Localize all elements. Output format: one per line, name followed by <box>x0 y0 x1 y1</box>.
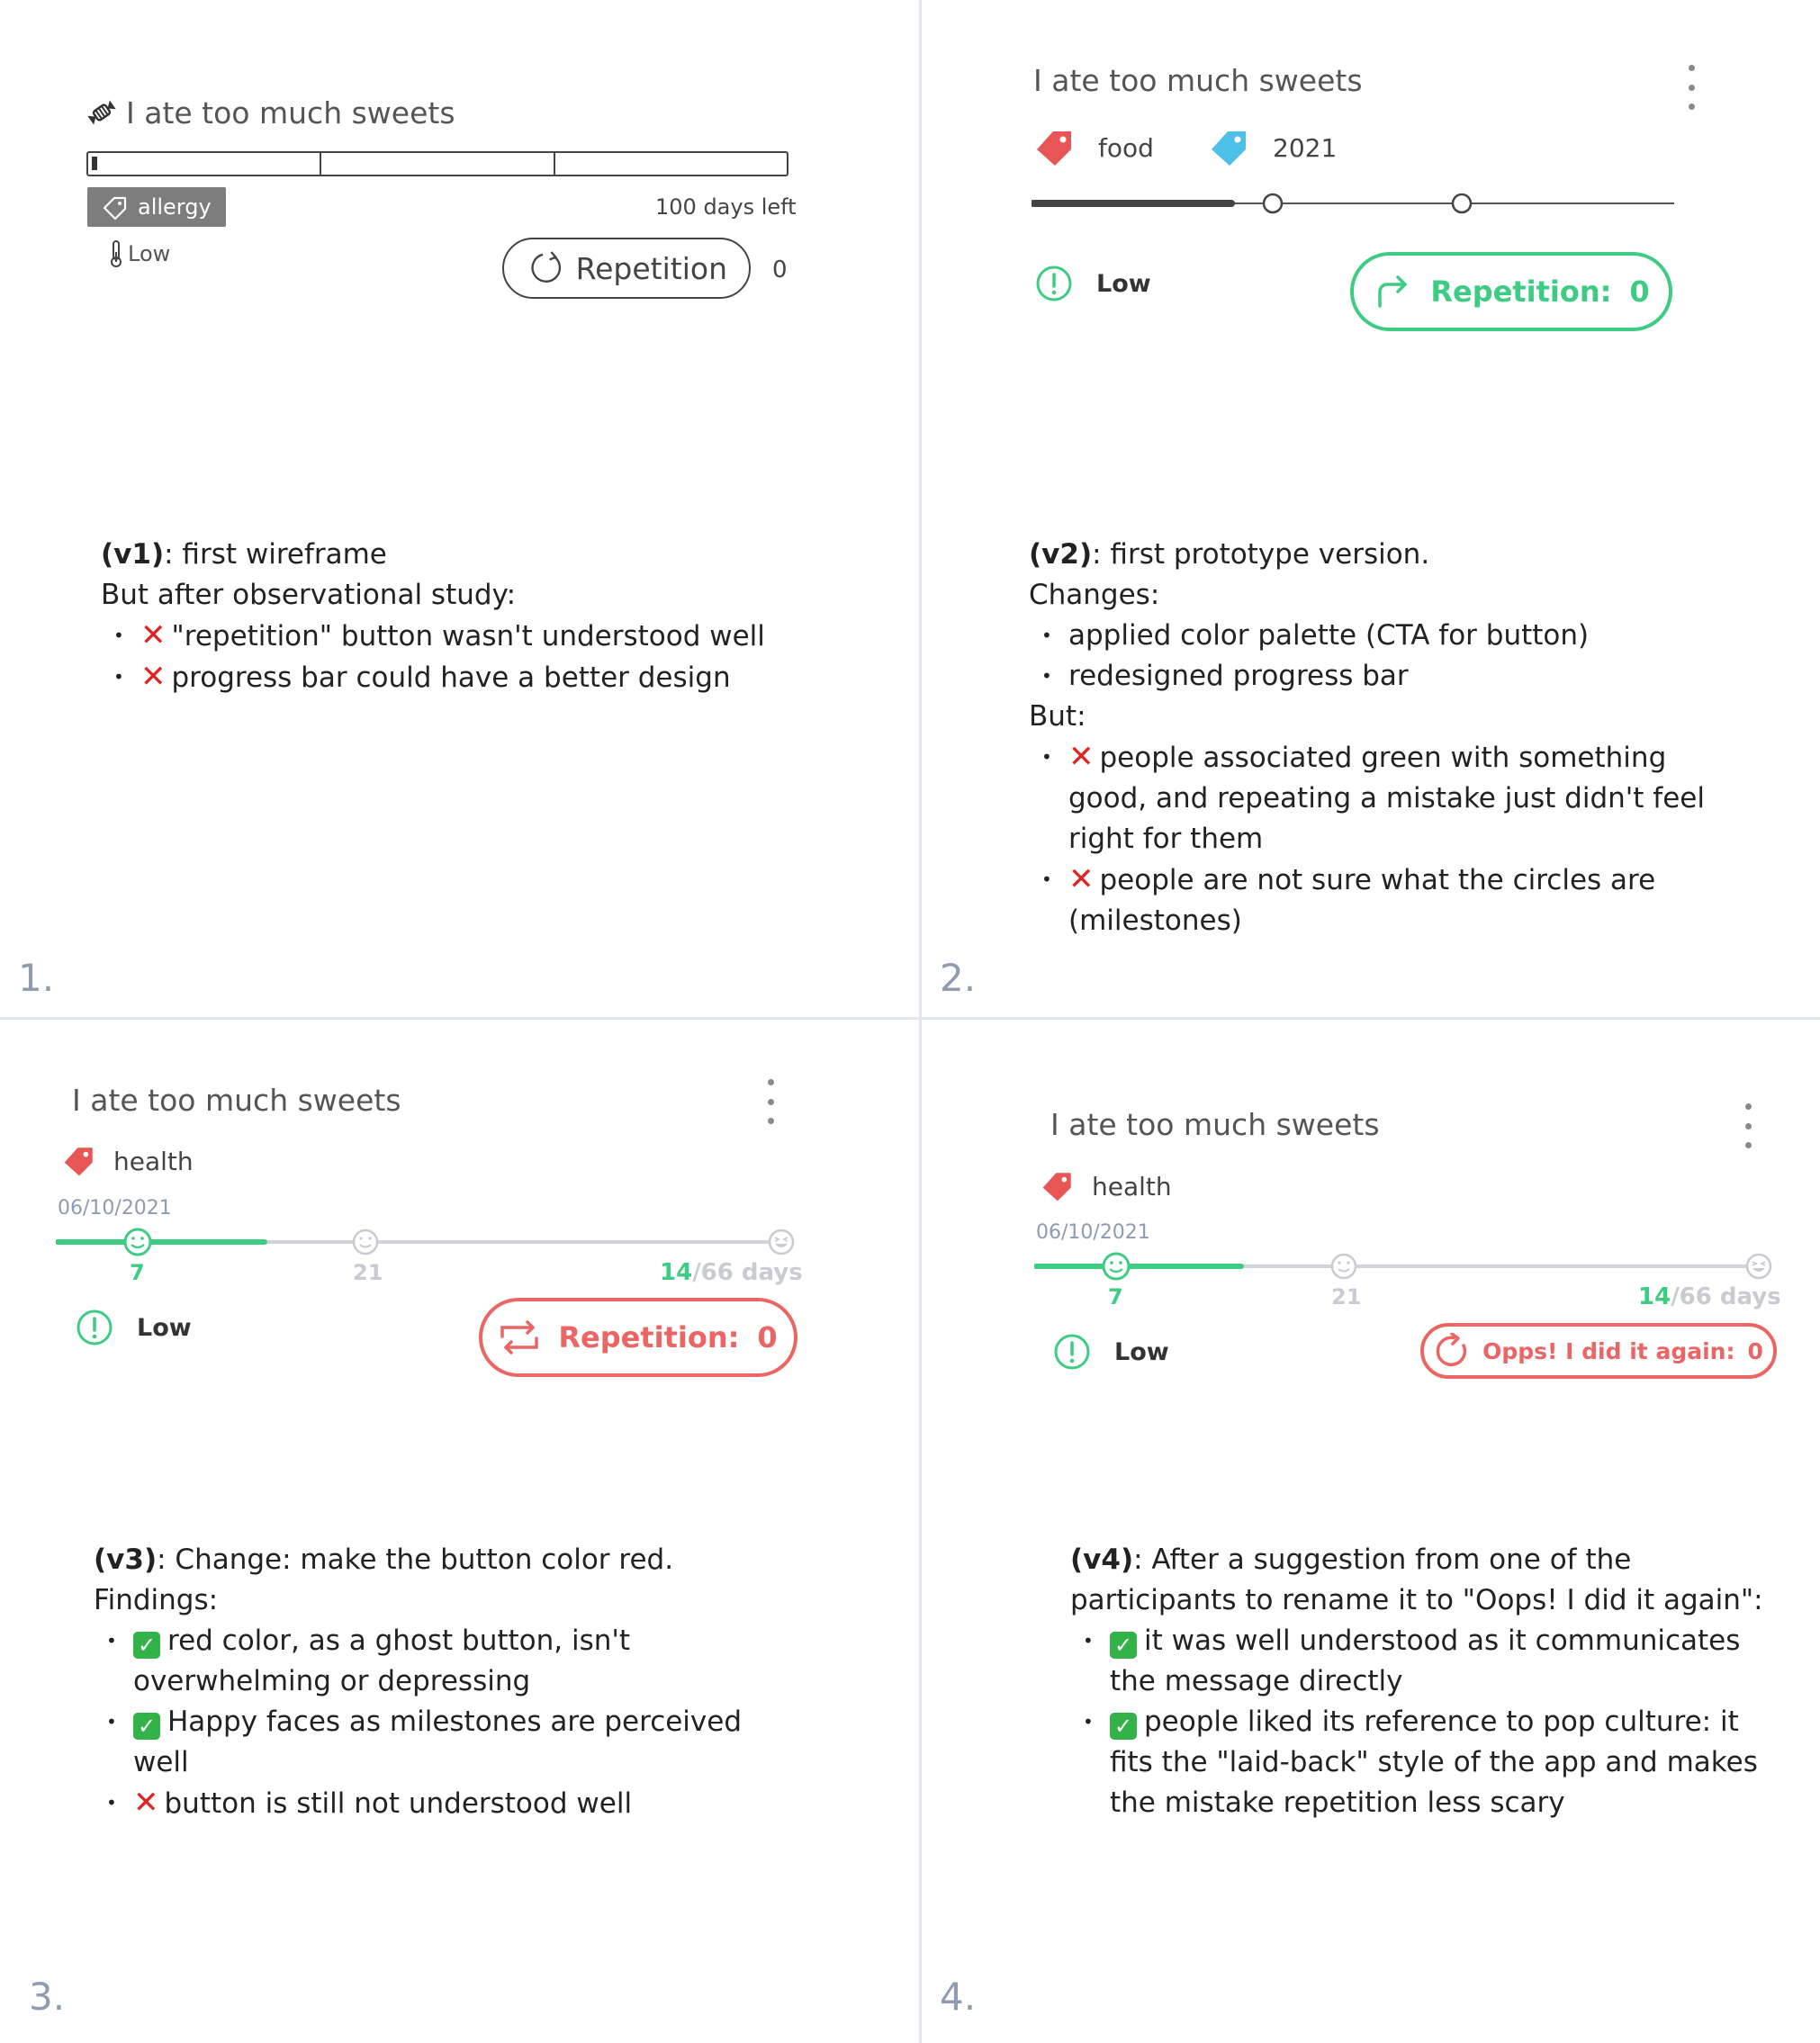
repetition-button-label: Repetition: <box>558 1320 740 1354</box>
level-label: Low <box>1096 269 1151 298</box>
exclamation-icon <box>1035 265 1073 302</box>
changes-label: Changes: <box>1029 579 1160 611</box>
cross-icon: ✕ <box>1068 739 1095 775</box>
start-date: 06/10/2021 <box>1036 1221 1150 1244</box>
tag-2021[interactable] <box>1210 128 1337 167</box>
tag-icon <box>1210 128 1249 167</box>
list-item-text: people liked its reference to pop culture: it <box>1144 1706 1739 1738</box>
level-label: Low <box>137 1313 192 1342</box>
list-item-text: "repetition" button wasn't understood well <box>171 620 765 652</box>
days-current: 14 <box>1638 1283 1671 1310</box>
tag-food[interactable] <box>1035 128 1154 167</box>
list-item <box>1070 1702 1808 1823</box>
list-item <box>94 1621 886 1702</box>
list-item-text: people associated green with something <box>1099 742 1667 774</box>
list-item-text: right for them <box>1068 823 1264 855</box>
repetition-button-label: Repetition: <box>1430 274 1612 309</box>
milestone-label: 21 <box>353 1260 383 1285</box>
repeat-icon <box>499 1318 540 1356</box>
tag-label: 2021 <box>1273 132 1338 163</box>
notes-headline: : first wireframe <box>164 538 387 571</box>
list-item-text: the message directly <box>1110 1665 1403 1697</box>
notes-v4 <box>1070 1540 1808 1823</box>
list-item-text: fits the "laid-back" style of the app and makes <box>1110 1746 1758 1778</box>
smiley-icon <box>1332 1255 1356 1278</box>
check-icon: ✓ <box>1110 1632 1137 1659</box>
list-item <box>94 1783 886 1824</box>
cross-icon: ✕ <box>1068 861 1095 897</box>
tag-icon <box>102 194 129 220</box>
days-current: 14 <box>660 1259 693 1286</box>
level-label: Low <box>1114 1337 1169 1366</box>
list-item-text: people are not sure what the circles are <box>1099 864 1656 896</box>
thermometer-icon <box>108 239 124 268</box>
notes-v1 <box>101 535 893 698</box>
check-icon: ✓ <box>133 1632 160 1659</box>
list-item <box>1029 616 1812 656</box>
card-title: I ate too much sweets <box>72 1083 401 1118</box>
tag-health[interactable] <box>63 1145 194 1177</box>
tag-label: health <box>113 1146 194 1176</box>
exclamation-icon <box>76 1309 113 1346</box>
repetition-button[interactable] <box>1350 252 1672 331</box>
milestone-label: 21 <box>1331 1284 1362 1310</box>
check-icon: ✓ <box>133 1713 160 1740</box>
tag-icon <box>1041 1170 1074 1202</box>
repetition-button-label: Repetition <box>575 250 727 286</box>
reload-icon <box>1434 1333 1470 1369</box>
list-item-text: progress bar could have a better design <box>171 662 731 694</box>
list-item <box>101 616 893 657</box>
notes-headline: : first prototype version. <box>1092 538 1430 571</box>
level-label: Low <box>128 241 171 266</box>
findings-label: Findings: <box>94 1584 219 1616</box>
milestone-track <box>1034 1252 1776 1281</box>
milestone-circle <box>1264 194 1282 212</box>
list-item-text: (milestones) <box>1068 904 1242 937</box>
vertical-divider <box>919 0 922 2043</box>
list-item-text: overwhelming or depressing <box>133 1665 531 1697</box>
list-item-text: good, and repeating a mistake just didn't feel <box>1068 782 1705 814</box>
cross-icon: ✕ <box>133 1785 159 1821</box>
oops-count: 0 <box>1747 1337 1763 1364</box>
repetition-count: 0 <box>1629 274 1650 309</box>
milestone-label: 7 <box>130 1260 145 1285</box>
list-item <box>1029 656 1812 697</box>
start-date: 06/10/2021 <box>58 1197 172 1220</box>
version-label: (v1) <box>101 538 165 571</box>
list-item-text: applied color palette (CTA for button) <box>1068 619 1590 652</box>
milestone-track <box>56 1228 797 1256</box>
smiley-icon <box>1104 1254 1129 1279</box>
card-title: I ate too much sweets <box>1050 1107 1380 1142</box>
version-label: (v2) <box>1029 538 1093 571</box>
oops-button[interactable] <box>1420 1323 1777 1379</box>
tag-chip[interactable] <box>87 187 226 227</box>
days-progress <box>660 1259 803 1286</box>
list-item <box>1070 1621 1808 1702</box>
panel-number: 2. <box>940 956 977 1000</box>
list-item-text: redesigned progress bar <box>1068 660 1409 692</box>
notes-headline-2: participants to rename it to "Oops! I did it again": <box>1070 1584 1763 1616</box>
oops-button-label: Opps! I did it again: <box>1482 1337 1735 1364</box>
list-item <box>1029 737 1812 860</box>
days-progress <box>1638 1283 1781 1310</box>
redo-icon <box>1373 272 1412 311</box>
days-left: 100 days left <box>655 194 797 220</box>
milestone-label: 7 <box>1108 1284 1123 1310</box>
check-icon: ✓ <box>1110 1713 1137 1740</box>
list-item-text: it was well understood as it communicates <box>1144 1624 1741 1657</box>
laughing-face-icon <box>1747 1255 1770 1278</box>
notes-intro: But after observational study: <box>101 579 517 611</box>
tag-label: allergy <box>138 194 212 220</box>
tag-icon <box>1035 128 1075 167</box>
card-title: I ate too much sweets <box>126 95 455 130</box>
notes-headline: : Change: make the button color red. <box>157 1544 674 1576</box>
list-item <box>101 657 893 698</box>
progress-track <box>1032 189 1676 218</box>
panel-number: 1. <box>18 956 55 1000</box>
more-menu-icon[interactable] <box>761 1079 779 1124</box>
more-menu-icon[interactable] <box>1739 1103 1757 1148</box>
refresh-icon <box>526 248 565 289</box>
repetition-count: 0 <box>757 1320 778 1354</box>
panel-number: 3. <box>29 1975 66 2019</box>
repetition-button[interactable] <box>479 1298 797 1377</box>
card-title: I ate too much sweets <box>1033 63 1363 98</box>
level-indicator <box>1053 1333 1169 1371</box>
laughing-face-icon <box>770 1230 793 1254</box>
smiley-icon <box>354 1230 377 1254</box>
tag-health[interactable] <box>1041 1170 1172 1202</box>
more-menu-icon[interactable] <box>1682 65 1700 110</box>
list-item-text: button is still not understood well <box>164 1787 633 1820</box>
days-total: /66 days <box>1671 1283 1781 1310</box>
level-indicator <box>108 239 170 268</box>
tag-label: food <box>1098 132 1154 163</box>
smiley-icon <box>125 1229 150 1255</box>
level-indicator <box>1035 265 1151 302</box>
repetition-button[interactable] <box>502 238 751 299</box>
list-item-text: red color, as a ghost button, isn't <box>167 1624 631 1657</box>
cross-icon: ✕ <box>140 617 167 653</box>
list-item <box>94 1702 886 1783</box>
milestone-circle <box>1453 194 1471 212</box>
notes-v2 <box>1029 535 1812 941</box>
version-label: (v4) <box>1070 1544 1134 1576</box>
tag-icon <box>63 1145 95 1177</box>
days-total: /66 days <box>692 1259 803 1286</box>
repetition-count: 0 <box>772 256 788 284</box>
version-label: (v3) <box>94 1544 158 1576</box>
notes-headline: : After a suggestion from one of the <box>1133 1544 1632 1576</box>
progress-bar <box>86 151 788 176</box>
list-item-text: the mistake repetition less scary <box>1110 1786 1565 1819</box>
level-indicator <box>76 1309 192 1346</box>
list-item-text: well <box>133 1746 189 1778</box>
list-item-text: Happy faces as milestones are perceived <box>167 1706 743 1738</box>
horizontal-divider <box>0 1017 1820 1020</box>
exclamation-icon <box>1053 1333 1091 1371</box>
notes-v3 <box>94 1540 886 1824</box>
candy-icon <box>86 97 117 131</box>
list-item <box>1029 860 1812 941</box>
progress-fill <box>92 157 97 170</box>
panel-number: 4. <box>940 1975 977 2019</box>
but-label: But: <box>1029 700 1086 733</box>
tag-label: health <box>1092 1171 1172 1202</box>
cross-icon: ✕ <box>140 659 167 695</box>
